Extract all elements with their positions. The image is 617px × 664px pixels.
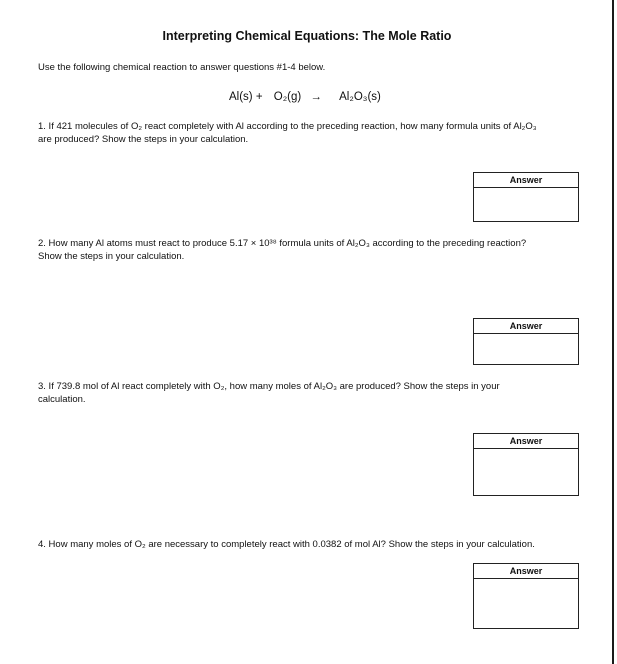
question-4-line-1: 4. How many moles of O₂ are necessary to completely react with 0.0382 of mol Al? Show the steps in your calculation. xyxy=(38,539,535,550)
answer-box-2[interactable] xyxy=(473,318,579,365)
question-1-line-1: 1. If 421 molecules of O₂ react completely with Al according to the preceding reaction, how many formula units of Al₂O₃ xyxy=(38,121,537,132)
question-2 xyxy=(38,237,588,263)
question-2-line-1: 2. How many Al atoms must react to produce 5.17 × 10³⁸ formula units of Al₂O₃ according to the preceding reaction? xyxy=(38,238,527,249)
question-3 xyxy=(38,380,588,406)
answer-box-3-label: Answer xyxy=(474,434,578,449)
question-3-line-2: calculation. xyxy=(38,394,86,405)
question-3-line-1: 3. If 739.8 mol of Al react completely with O₂, how many moles of Al₂O₃ are produced? Show the steps in your xyxy=(38,381,500,392)
answer-box-4-label: Answer xyxy=(474,564,578,579)
equation-reactant-al: Al(s) + xyxy=(229,91,263,103)
question-1 xyxy=(38,120,588,146)
instructions-text: Use the following chemical reaction to answer questions #1-4 below. xyxy=(38,62,326,73)
question-4 xyxy=(38,538,588,551)
answer-box-2-label: Answer xyxy=(474,319,578,334)
answer-box-3[interactable] xyxy=(473,433,579,496)
question-2-line-2: Show the steps in your calculation. xyxy=(38,251,185,262)
equation-reactant-o2: O₂(g) xyxy=(273,91,302,103)
answer-box-1-label: Answer xyxy=(474,173,578,188)
reaction-arrow-icon: → xyxy=(310,91,322,103)
answer-box-4[interactable] xyxy=(473,563,579,629)
answer-box-1[interactable] xyxy=(473,172,579,222)
page-title: Interpreting Chemical Equations: The Mole Ratio xyxy=(162,29,452,43)
question-1-line-2: are produced? Show the steps in your calculation. xyxy=(38,134,249,145)
equation-product-al2o3: Al₂O₃(s) xyxy=(339,91,381,103)
chemical-equation xyxy=(229,91,381,103)
